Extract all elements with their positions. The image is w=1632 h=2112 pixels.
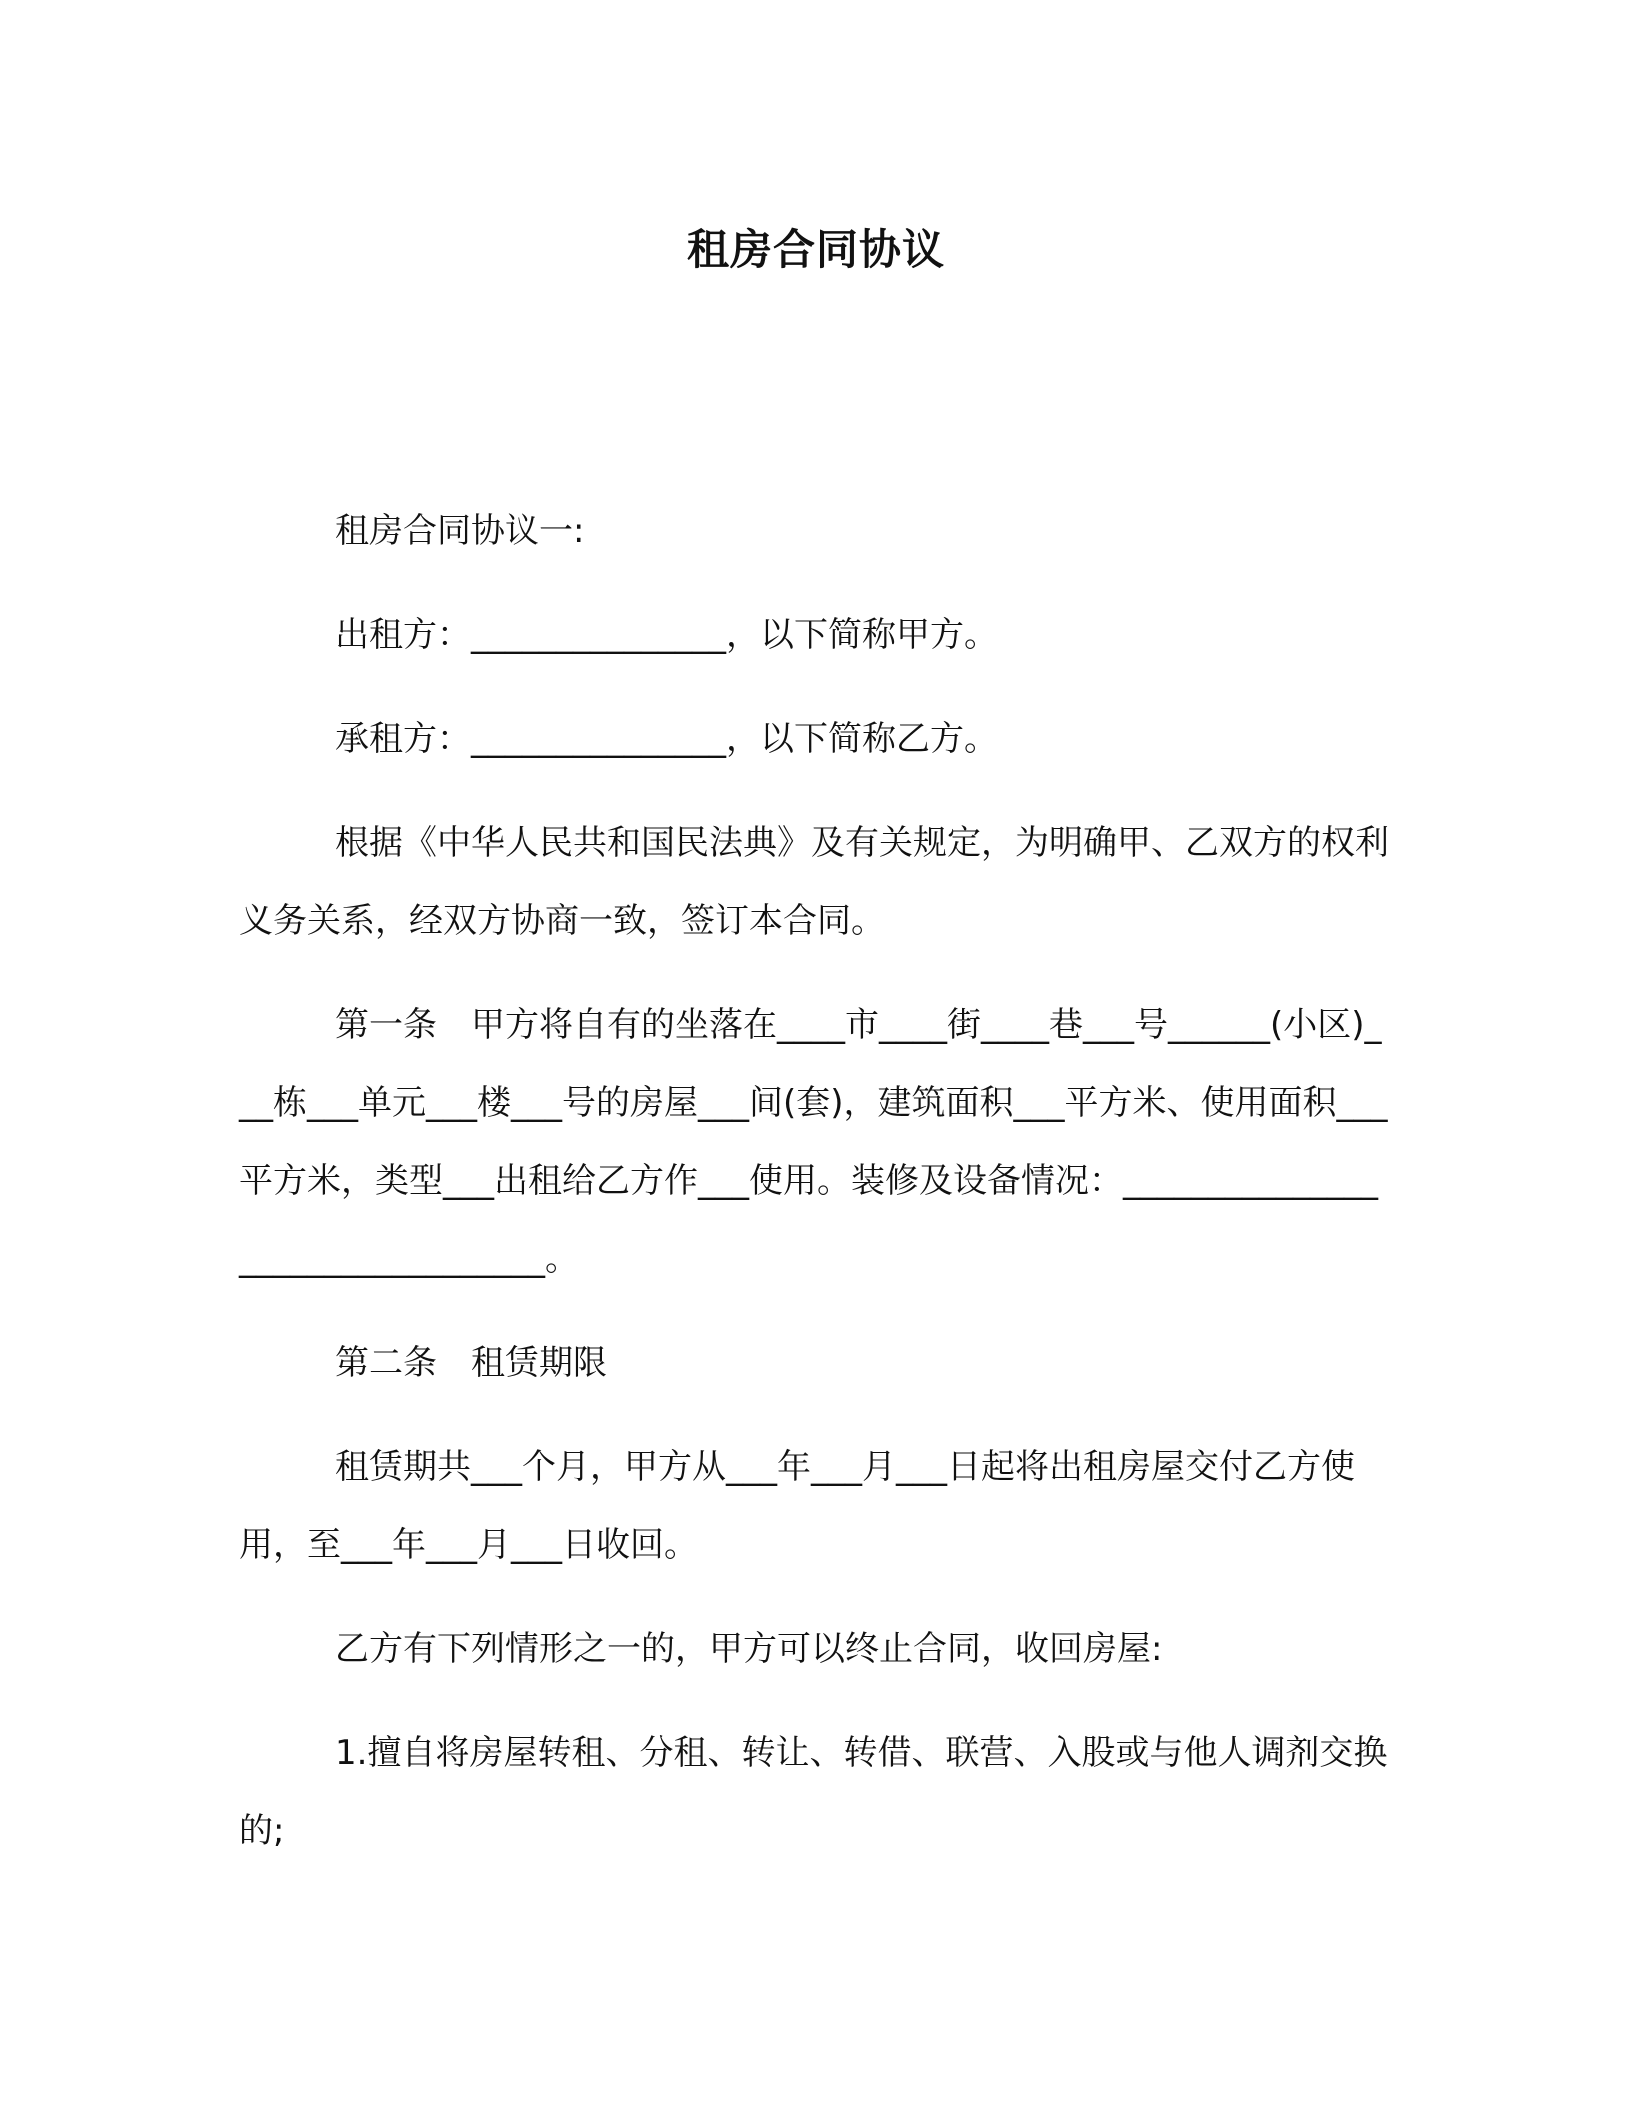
paragraph-condition-one: 1.擅自将房屋转租、分租、转让、转借、联营、入股或与他人调剂交换的; [239,1733,1388,1851]
paragraph-agreement-heading: 租房合同协议一: [335,511,585,551]
paragraph-lessee: 承租方：_______________，以下简称乙方。 [335,719,998,759]
paragraph-preamble: 根据《中华人民共和国民法典》及有关规定，为明确甲、乙双方的权利义务关系，经双方协商一致，签订本合同。 [239,823,1389,941]
paragraph-article-two-heading: 第二条 租赁期限 [335,1343,607,1383]
paragraph-article-one: 第一条 甲方将自有的坐落在____市____街____巷___号______(小区)___栋___单元___楼___号的房屋___间(套)，建筑面积___平方米、使用面积___平方米，类型___出租给乙方作___使用。装修及设备情况：_________________________________。 [239,1005,1388,1279]
document-title: 租房合同协议 [686,225,945,274]
paragraph-lessor: 出租方：_______________，以下简称甲方。 [335,615,998,655]
paragraph-termination-conditions: 乙方有下列情形之一的，甲方可以终止合同，收回房屋: [335,1629,1163,1669]
paragraph-lease-term: 租赁期共___个月，甲方从___年___月___日起将出租房屋交付乙方使用，至___年___月___日收回。 [239,1447,1355,1565]
document-body [239,492,1389,1896]
